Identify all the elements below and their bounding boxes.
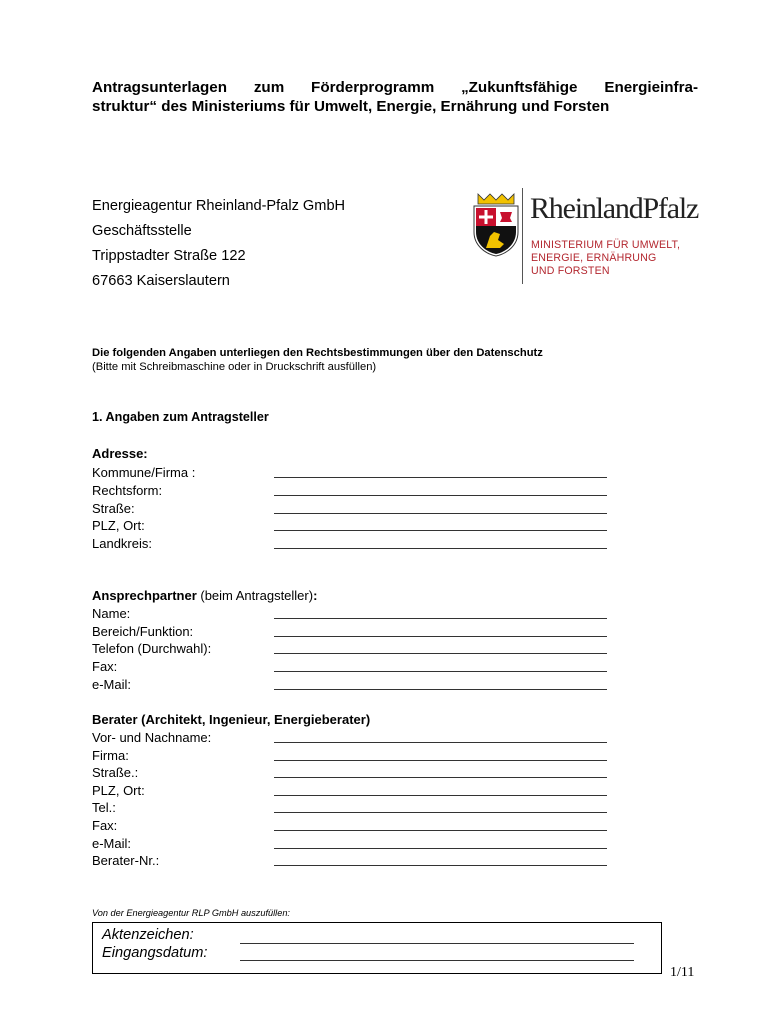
title-line-2: struktur“ des Ministeriums für Umwelt, Energie, Ernährung und Forsten (92, 98, 610, 115)
privacy-note-instruction: (Bitte mit Schreibmaschine oder in Druckschrift ausfüllen) (92, 361, 377, 373)
fill-line[interactable] (274, 530, 607, 531)
privacy-note (92, 346, 543, 374)
logo-ministry-text (531, 239, 680, 278)
field-berater-nr[interactable] (92, 853, 608, 871)
privacy-note-bold: Die folgenden Angaben unterliegen den Rechtsbestimmungen über den Datenschutz (92, 347, 543, 359)
address-street: Trippstadter Straße 122 (92, 248, 246, 264)
field-label: Kommune/Firma : (92, 465, 196, 480)
field-label: Name: (92, 606, 131, 621)
field-label: Bereich/Funktion: (92, 624, 194, 639)
fill-line[interactable] (274, 760, 607, 761)
field-label: Firma: (92, 748, 129, 763)
field-berater-strasse[interactable] (92, 765, 608, 783)
field-label: e-Mail: (92, 836, 132, 851)
field-label: e-Mail: (92, 677, 132, 692)
ansprechpartner-heading (92, 588, 317, 603)
fill-line[interactable] (274, 777, 607, 778)
field-label: Tel.: (92, 800, 116, 815)
section-heading-applicant: 1. Angaben zum Antragsteller (92, 410, 269, 424)
adresse-heading: Adresse: (92, 446, 148, 461)
fill-line[interactable] (274, 742, 607, 743)
ministry-line-2: ENERGIE, ERNÄHRUNG (531, 252, 657, 264)
fill-line[interactable] (274, 795, 607, 796)
fill-line[interactable] (274, 812, 607, 813)
field-berater-tel[interactable] (92, 800, 608, 818)
page-number: 1/11 (670, 965, 695, 980)
field-berater-name[interactable] (92, 730, 608, 748)
field-label: Landkreis: (92, 536, 152, 551)
fill-line[interactable] (274, 865, 607, 866)
field-label: Fax: (92, 659, 118, 674)
fill-line[interactable] (274, 618, 607, 619)
field-fax[interactable] (92, 659, 608, 677)
field-berater-fax[interactable] (92, 818, 608, 836)
field-rechtsform[interactable] (92, 483, 608, 501)
ansprechpartner-heading-colon: : (313, 588, 318, 603)
address-city: 67663 Kaiserslautern (92, 273, 230, 289)
field-berater-plz-ort[interactable] (92, 783, 608, 801)
field-landkreis[interactable] (92, 536, 608, 554)
address-company: Energieagentur Rheinland-Pfalz GmbH (92, 198, 346, 214)
field-plz-ort[interactable] (92, 518, 608, 536)
ministry-line-1: MINISTERIUM FÜR UMWELT, (531, 239, 681, 251)
field-label: PLZ, Ort: (92, 783, 145, 798)
field-label: Fax: (92, 818, 118, 833)
fill-line[interactable] (274, 830, 607, 831)
fill-line[interactable] (274, 653, 607, 654)
field-label: PLZ, Ort: (92, 518, 145, 533)
eingangsdatum-label: Eingangsdatum: (102, 945, 208, 961)
logo-brand-text: RheinlandPfalz (530, 192, 699, 225)
office-use-note: Von der Energieagentur RLP GmbH auszufüllen: (92, 908, 290, 918)
fill-line[interactable] (274, 548, 607, 549)
field-telefon[interactable] (92, 641, 608, 659)
rlp-ministry-logo (470, 186, 700, 286)
eingangsdatum-line (240, 960, 634, 961)
aktenzeichen-label: Aktenzeichen: (102, 927, 194, 943)
field-label: Rechtsform: (92, 483, 163, 498)
document-title (92, 78, 698, 116)
fill-line[interactable] (274, 495, 607, 496)
address-department: Geschäftsstelle (92, 223, 192, 239)
field-label: Straße: (92, 501, 135, 516)
field-label: Straße.: (92, 765, 139, 780)
fill-line[interactable] (274, 636, 607, 637)
logo-divider (522, 188, 523, 284)
coat-of-arms-icon (470, 192, 522, 258)
ministry-line-3: UND FORSTEN (531, 265, 610, 277)
field-label: Berater-Nr.: (92, 853, 160, 868)
fill-line[interactable] (274, 848, 607, 849)
fill-line[interactable] (274, 689, 607, 690)
title-line-1: Antragsunterlagen zum Förderprogramm „Zukunftsfähige Energieinfra- (92, 79, 698, 96)
office-use-box (92, 922, 662, 974)
fill-line[interactable] (274, 671, 607, 672)
field-email[interactable] (92, 677, 608, 695)
field-kommune-firma[interactable] (92, 465, 608, 483)
field-bereich-funktion[interactable] (92, 624, 608, 642)
fill-line[interactable] (274, 477, 607, 478)
field-berater-email[interactable] (92, 836, 608, 854)
field-name[interactable] (92, 606, 608, 624)
field-label: Vor- und Nachname: (92, 730, 212, 745)
field-berater-firma[interactable] (92, 748, 608, 766)
ansprechpartner-heading-bold: Ansprechpartner (92, 588, 197, 603)
field-strasse[interactable] (92, 501, 608, 519)
aktenzeichen-line (240, 943, 634, 944)
fill-line[interactable] (274, 513, 607, 514)
field-label: Telefon (Durchwahl): (92, 641, 212, 656)
ansprechpartner-heading-normal: (beim Antragsteller) (196, 588, 314, 603)
berater-heading: Berater (Architekt, Ingenieur, Energieberater) (92, 712, 371, 727)
